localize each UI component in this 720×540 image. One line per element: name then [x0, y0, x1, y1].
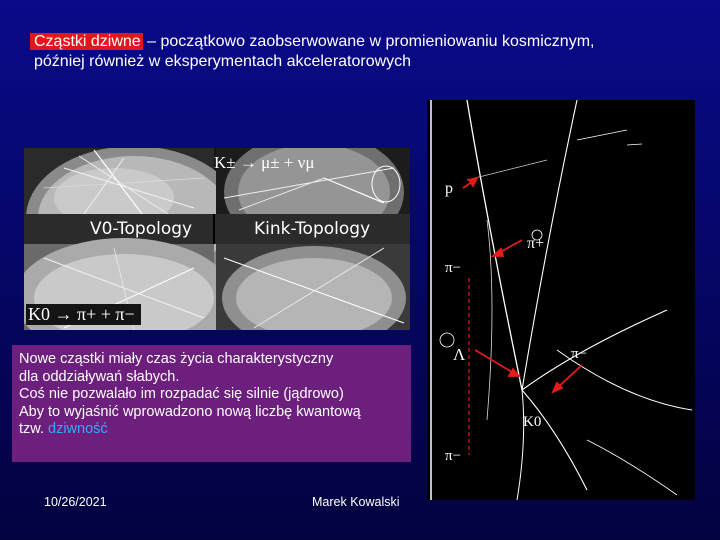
explanation-line-5 [19, 421, 405, 439]
footer-author: Marek Kowalski [312, 495, 400, 509]
strangeness-link[interactable]: dziwność [48, 421, 108, 437]
explanation-line-3: Coś nie pozwalało im rozpadać się silnie (jądrowo) [19, 386, 344, 402]
label-pi-plus: π+ [527, 235, 545, 252]
bubble-chamber-photo [427, 100, 695, 500]
label-pi-minus-right: π− [571, 346, 588, 362]
cloud-chamber-photo [24, 148, 410, 330]
label-pi-minus-top: π− [445, 260, 462, 276]
title-highlight: Cząstki dziwne [30, 33, 143, 50]
label-k0: K0 [523, 414, 542, 430]
bubble-chamber-drawing [427, 100, 695, 500]
label-pi-minus-bottom: π− [445, 448, 462, 464]
slide-title [34, 32, 704, 72]
reaction-k0-decay-label: K0 → π+ + π− [26, 304, 141, 325]
title-line2: później również w eksperymentach akceleratorowych [34, 53, 412, 70]
explanation-line-2: dla oddziaływań słabych. [19, 368, 180, 385]
explanation-line-4: Aby to wyjaśnić wprowadzono nową liczbę kwantową [19, 403, 361, 420]
reaction-k-decay-label: K± → μ± + νμ [214, 153, 315, 172]
label-proton: p [445, 180, 453, 197]
explanation-line-1: Nowe cząstki miały czas życia charakterystyczny [19, 351, 334, 367]
cloud-chamber-drawing [24, 148, 410, 330]
v0-topology-label: V0-Topology [90, 219, 193, 239]
explanation-box [12, 345, 411, 462]
label-lambda: Λ [453, 345, 466, 364]
title-rest: – początkowo zaobserwowane w promieniowaniu kosmicznym, [142, 33, 595, 50]
footer-date: 10/26/2021 [44, 495, 107, 509]
kink-topology-label: Kink-Topology [254, 219, 371, 239]
explanation-prefix: tzw. [19, 421, 49, 437]
